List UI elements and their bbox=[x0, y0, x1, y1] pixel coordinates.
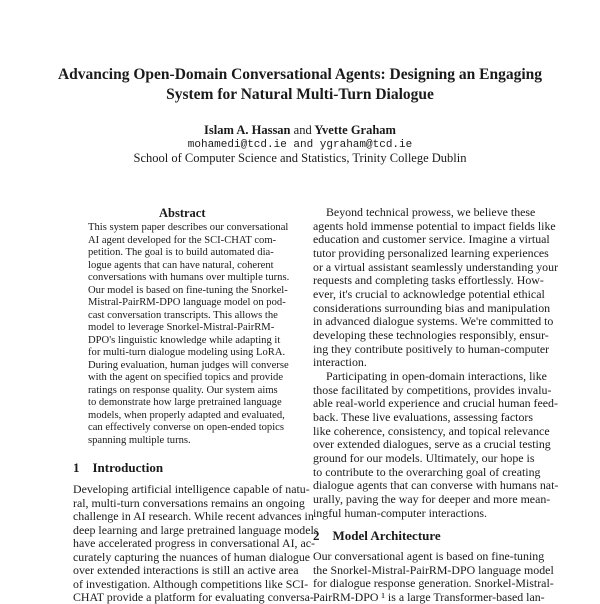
text-line: the Snorkel-Mistral-PairRM-DPO language model bbox=[313, 562, 554, 577]
text-line: education and customer service. Imagine a virtual bbox=[313, 232, 550, 247]
authors bbox=[0, 123, 600, 138]
text-line: urally, paving the way for deeper and more mean- bbox=[313, 492, 551, 507]
text-line: developing these technologies responsibly, ensur- bbox=[313, 328, 549, 343]
text-line: able real-world experience and crucial human feed- bbox=[313, 396, 558, 411]
text-line: DPO's linguistic knowledge while adapting it bbox=[88, 334, 281, 346]
author-2: Yvette Graham bbox=[314, 123, 396, 137]
text-line: for multi-turn dialogue modeling using LoRA. bbox=[88, 347, 286, 358]
text-line: conversations with humans over multiple turns. bbox=[88, 272, 290, 283]
text-line: deep learning and large pretrained language models bbox=[73, 522, 319, 537]
text-line: ral, multi-turn conversations remains an ongoing bbox=[73, 495, 305, 510]
text-line: CHAT provide a platform for evaluating conversa- bbox=[73, 590, 314, 604]
affiliation: School of Computer Science and Statistics, Trinity College Dublin bbox=[133, 151, 467, 165]
text-line: Our conversational agent is based on fine-tuning bbox=[313, 549, 545, 563]
author-separator: and bbox=[293, 123, 312, 137]
text-line: challenge in AI research. While recent advances in bbox=[73, 509, 314, 523]
paper-title-line-2: System for Natural Multi-Turn Dialogue bbox=[166, 86, 434, 103]
text-line: considerations surrounding bias and manipulation bbox=[313, 300, 551, 315]
text-line: like coherence, consistency, and topical relevance bbox=[313, 423, 550, 438]
section-1-heading: 1 Introduction bbox=[73, 460, 164, 475]
text-line: dialogue agents that can converse with humans nat- bbox=[313, 478, 559, 493]
text-line: back. These live evaluations, assessing factors bbox=[313, 410, 534, 424]
text-line: over extended interactions is still an active area bbox=[73, 563, 299, 577]
text-line: with the agent on specified topics and provide bbox=[88, 372, 284, 383]
text-line: spanning multiple turns. bbox=[88, 434, 191, 446]
text-line: ingful human-computer interactions. bbox=[313, 505, 488, 520]
text-line: Mistral-PairRM-DPO language model on pod- bbox=[88, 297, 286, 308]
text-line: Participating in open-domain interactions, like bbox=[326, 369, 547, 383]
text-line: ing they contribute positively to human-computer bbox=[313, 341, 550, 356]
text-line: Beyond technical prowess, we believe these bbox=[326, 205, 536, 219]
text-line: ever, it's crucial to acknowledge potential ethical bbox=[313, 287, 545, 302]
text-line: tutor providing personalized learning experiences bbox=[313, 246, 549, 260]
text-line: can effectively converse on open-ended topics bbox=[88, 422, 284, 433]
text-line: Our model is based on fine-tuning the Snorkel- bbox=[88, 284, 288, 296]
text-line: of investigation. Although competitions like SCI- bbox=[73, 576, 309, 591]
text-line: logue agents that can have natural, coherent bbox=[88, 259, 274, 271]
text-line: those facilitated by competitions, provides invalu- bbox=[313, 382, 552, 397]
text-line: models, when properly adapted and evaluated, bbox=[88, 409, 285, 421]
text-line: agents hold immense potential to impact fields like bbox=[313, 218, 556, 233]
text-line: petition. The goal is to build automated dia- bbox=[88, 247, 274, 258]
text-line: requests and completing tasks effortlessly. How- bbox=[313, 273, 544, 288]
author-1: Islam A. Hassan bbox=[204, 123, 291, 137]
text-line: or a virtual assistant seamlessly understanding your bbox=[313, 259, 559, 274]
text-line: During evaluation, human judges will converse bbox=[88, 359, 289, 371]
text-line: have accelerated progress in conversational AI, ac- bbox=[73, 536, 315, 550]
paper-title-line-1: Advancing Open-Domain Conversational Agents: Designing an Engaging bbox=[57, 66, 543, 83]
text-line: ratings on response quality. Our system aims bbox=[88, 384, 278, 396]
text-line: AI agent developed for the SCI-CHAT com- bbox=[88, 234, 277, 246]
text-line: for dialogue response generation. Snorkel-Mistral- bbox=[313, 576, 554, 591]
text-line: to demonstrate how large pretrained language bbox=[88, 397, 282, 408]
text-line: ground for our models. Ultimately, our hope is bbox=[313, 451, 535, 466]
text-line: curately capturing the nuances of human dialogue bbox=[73, 549, 311, 564]
text-line: in advanced dialogue systems. We're committed to bbox=[313, 314, 554, 329]
text-line: model to leverage Snorkel-Mistral-PairRM- bbox=[88, 322, 275, 333]
author-emails: mohamedi@tcd.ie and ygraham@tcd.ie bbox=[187, 139, 413, 151]
section-2-heading: 2 Model Architecture bbox=[313, 528, 441, 543]
text-line: over extended dialogues, serve as a crucial testing bbox=[313, 437, 551, 452]
text-line: cast conversation transcripts. This allows the bbox=[88, 309, 278, 321]
text-line: PairRM-DPO ¹ is a large Transformer-based lan- bbox=[313, 590, 545, 604]
abstract-heading: Abstract bbox=[159, 206, 206, 220]
text-line: Developing artificial intelligence capable of natu- bbox=[73, 482, 310, 496]
text-line: to contribute to the overarching goal of creating bbox=[313, 464, 541, 479]
text-line: interaction. bbox=[313, 355, 367, 370]
text-line: This system paper describes our conversational bbox=[88, 222, 289, 233]
